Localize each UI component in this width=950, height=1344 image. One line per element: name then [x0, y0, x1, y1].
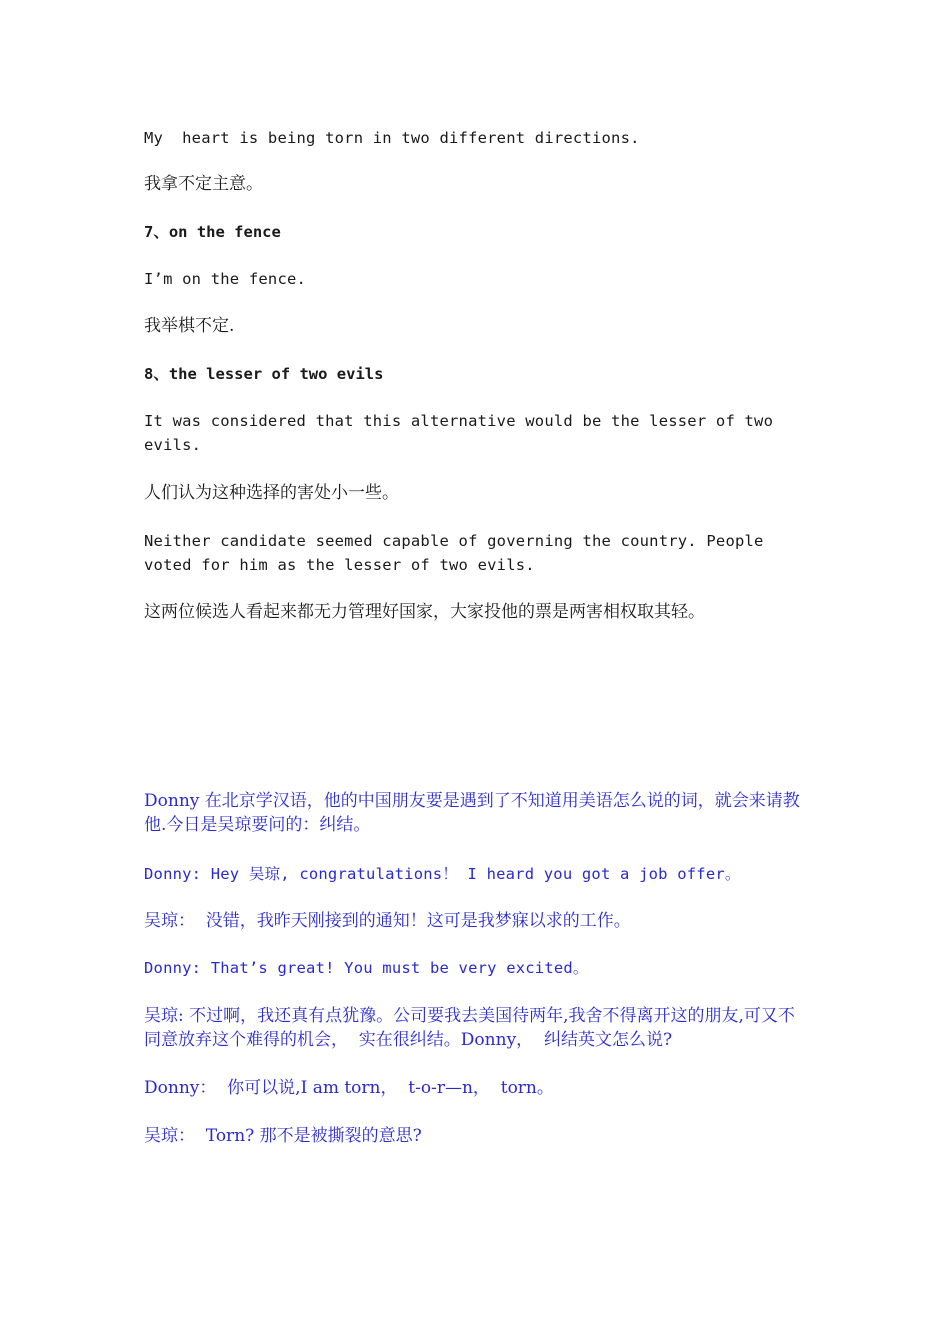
- heading-on-the-fence: 7、on the fence: [144, 223, 281, 241]
- dialogue-line-donny-3: Donny： 你可以说,I am torn， t-o-r—n， torn。: [144, 1078, 554, 1098]
- example-sentence-torn: My heart is being torn in two different directions.: [144, 129, 640, 147]
- dialogue-line-wuqiong-2: 吴琼: 不过啊，我还真有点犹豫。公司要我去美国待两年,我舍不得离开这的朋友,可又不同意放弃这个难得的机会， 实在很纠结。Donny， 纠结英文怎么说?: [144, 1006, 795, 1050]
- dialogue-line-donny-2: Donny: That’s great! You must be very excited。: [144, 959, 589, 977]
- translation-fence: 我举棋不定.: [144, 316, 235, 336]
- heading-lesser-of-two-evils: 8、the lesser of two evils: [144, 365, 384, 383]
- dialogue-line-donny-1: Donny: Hey 吴琼, congratulations！ I heard you got a job offer。: [144, 865, 741, 883]
- dialogue-intro: Donny 在北京学汉语，他的中国朋友要是遇到了不知道用美语怎么说的词，就会来请教他.今日是吴琼要问的：纠结。: [144, 791, 800, 835]
- example-sentence-candidate: Neither candidate seemed capable of governing the country. People voted for him as the lesser of two evils.: [144, 532, 774, 574]
- translation-alternative: 人们认为这种选择的害处小一些。: [144, 483, 399, 503]
- dialogue-line-wuqiong-3: 吴琼： Torn? 那不是被撕裂的意思?: [144, 1126, 422, 1146]
- translation-torn: 我拿不定主意。: [144, 174, 263, 194]
- dialogue-line-wuqiong-1: 吴琼： 没错，我昨天刚接到的通知！这可是我梦寐以求的工作。: [144, 911, 631, 931]
- translation-candidate: 这两位候选人看起来都无力管理好国家，大家投他的票是两害相权取其轻。: [144, 602, 705, 622]
- example-sentence-alternative: It was considered that this alternative would be the lesser of two evils.: [144, 412, 783, 454]
- example-sentence-fence: I’m on the fence.: [144, 270, 307, 288]
